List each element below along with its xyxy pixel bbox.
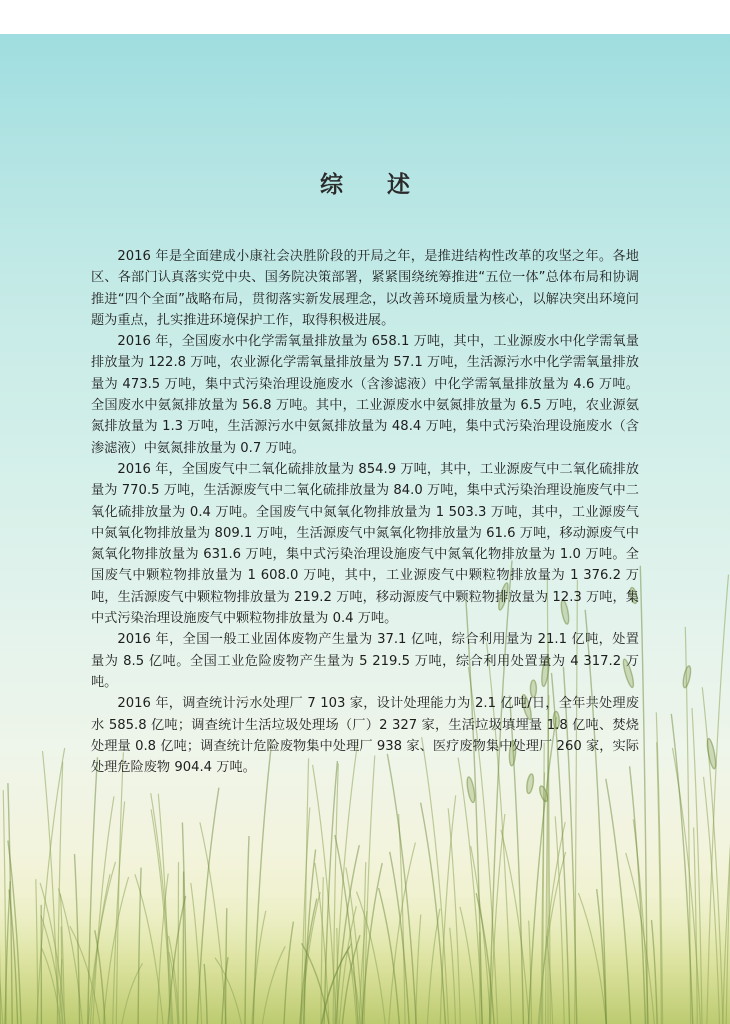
page-title: 综 述 — [319, 171, 428, 198]
body-text — [91, 246, 639, 778]
grass-blade — [183, 872, 184, 1024]
grass-seed-head — [682, 665, 692, 688]
grass-seed-head — [706, 738, 718, 769]
paragraph-wastewater: 2016 年，全国废水中化学需氧量排放量为 658.1 万吨，其中，工业源废水中化学需氧量排放量为 122.8 万吨，农业源化学需氧量排放量为 57.1 万吨，生活源污水中化学需氧量排放量为 473.5 万吨，集中式污染治理设施废水（含渗滤液）中化学需氧量排放量为 4.6 万吨。全国废水中氨氮排放量为 56.8 万吨。其中，工业源废水中氨氮排放量为 6.5 万吨，农业源氨氮排放量为 1.3 万吨，生活源污水中氨氮排放量为 48.4 万吨，集中式污染治理设施废水（含渗滤液）中氨氮排放量为 0.7 万吨。 — [91, 334, 639, 456]
paragraph-intro: 2016 年是全面建成小康社会决胜阶段的开局之年，是推进结构性改革的攻坚之年。各地区、各部门认真落实党中央、国务院决策部署，紧紧围绕统筹推进“五位一体”总体布局和协调推进“四个全面”战略布局，贯彻落实新发展理念，以改善环境质量为核心，以解决突出环境问题为重点，扎实推进环境保护工作，取得积极进展。 — [91, 249, 639, 328]
paragraph-treatment-facilities: 2016 年，调查统计污水处理厂 7 103 家，设计处理能力为 2.1 亿吨/日，全年共处理废水 585.8 亿吨；调查统计生活垃圾处理场（厂）2 327 家，生活垃圾填埋量 1.8 亿吨、焚烧处理量 0.8 亿吨；调查统计危险废物集中处理厂 938 家、医疗废物集中处理厂 260 家，实际处理危险废物 904.4 万吨。 — [91, 696, 639, 776]
paragraph-waste-gas: 2016 年，全国废气中二氧化硫排放量为 854.9 万吨，其中，工业源废气中二氧化硫排放量为 770.5 万吨，生活源废气中二氧化硫排放量为 84.0 万吨，集中式污染治理设施废气中二氧化硫排放量为 0.4 万吨。全国废气中氮氧化物排放量为 1 503.3 万吨，其中，工业源废气中氮氧化物排放量为 809.1 万吨，生活源废气中氮氧化物排放量为 61.6 万吨，移动源废气中氮氧化物排放量为 631.6 万吨，集中式污染治理设施废气中氮氧化物排放量为 1.0 万吨。全国废气中颗粒物排放量为 1 608.0 万吨，其中，工业源废气中颗粒物排放量为 1 376.2 万吨，生活源废气中颗粒物排放量为 219.2 万吨，移动源废气中颗粒物排放量为 12.3 万吨，集中式污染治理设施废气中颗粒物排放量为 0.4 万吨。 — [91, 461, 639, 627]
paragraph-solid-waste: 2016 年，全国一般工业固体废物产生量为 37.1 亿吨，综合利用量为 21.1 亿吨，处置量为 8.5 亿吨。全国工业危险废物产生量为 5 219.5 万吨，综合利用处置量为 4 317.2 万吨。 — [91, 632, 639, 690]
